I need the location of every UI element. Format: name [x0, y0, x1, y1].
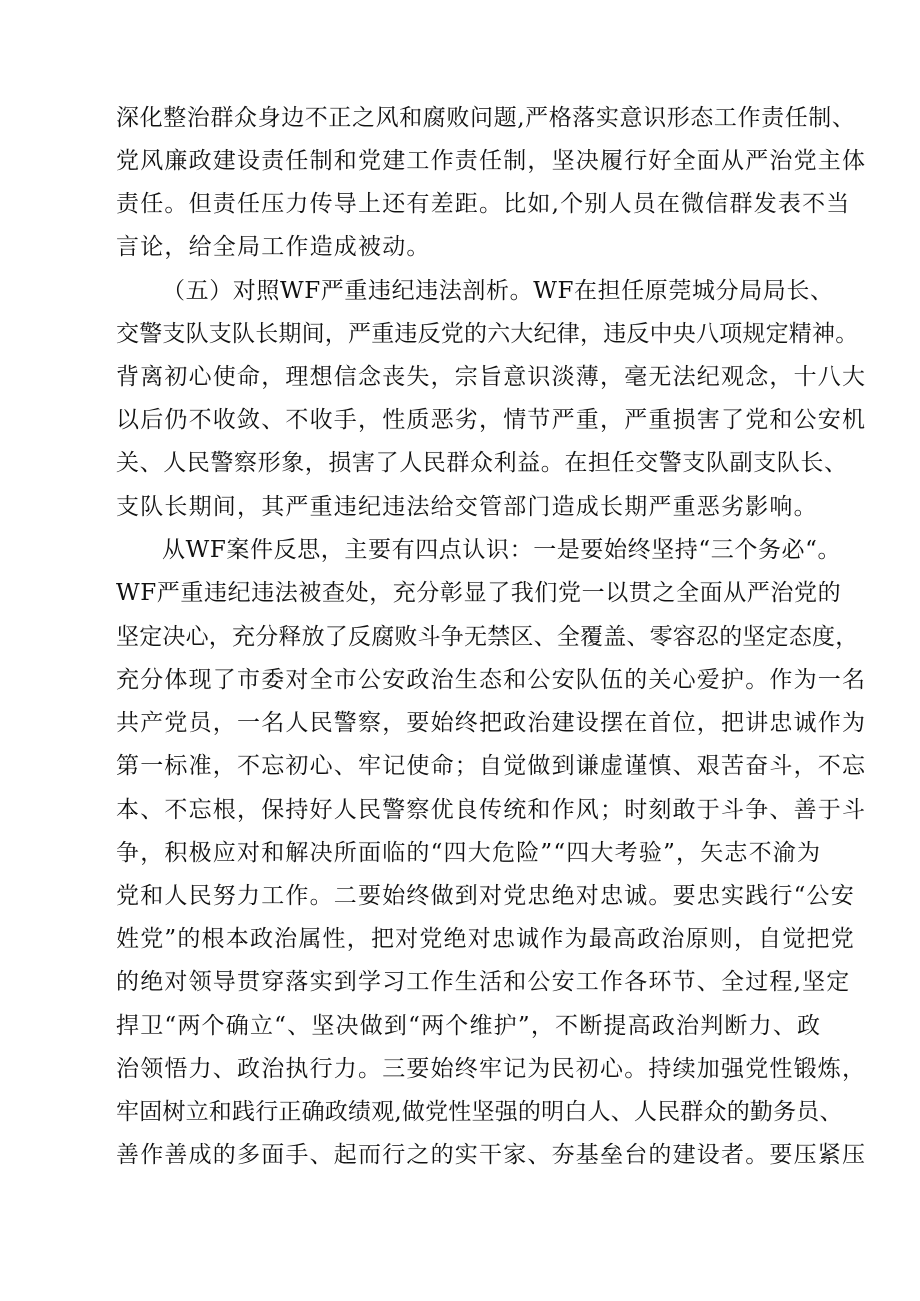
paragraph-line: 以后仍不收敛、不收手，性质恶劣，情节严重，严重损害了党和公安机 [116, 407, 867, 433]
paragraph-line: 党和人民努力工作。二要始终做到对党忠绝对忠诚。要忠实践行“公安 [116, 883, 855, 909]
paragraph-line: 关、人民警察形象，损害了人民群众利益。在担任交警支队副支队长、 [116, 450, 848, 476]
paragraph-line: WF严重违纪违法被查处，充分彰显了我们党一以贯之全面从严治党的 [116, 580, 842, 606]
paragraph-line: 的绝对领导贯穿落实到学习工作生活和公安工作各环节、全过程,坚定 [116, 969, 851, 995]
paragraph-line: 捍卫“两个确立“、坚决做到“两个维护”，不断提高政治判断力、政 [116, 1013, 822, 1039]
paragraph-line: 党风廉政建设责任制和党建工作责任制，坚决履行好全面从严治党主体 [116, 148, 867, 174]
paragraph-line: 本、不忘根，保持好人民警察优良传统和作风；时刻敢于斗争、善于斗 [116, 797, 867, 823]
paragraph-line: 从WF案件反思，主要有四点认识：一是要始终坚持“三个务必“。 [162, 537, 842, 563]
paragraph-line: 深化整治群众身边不正之风和腐败问题,严格落实意识形态工作责任制、 [116, 105, 856, 131]
paragraph-line: 充分体现了市委对全市公安政治生态和公安队伍的关心爱护。作为一名 [116, 667, 867, 693]
paragraph-line: 坚定决心，充分释放了反腐败斗争无禁区、全覆盖、零容忍的坚定态度， [116, 624, 859, 650]
paragraph-line: 责任。但责任压力传导上还有差距。比如,个别人员在微信群发表不当 [116, 191, 851, 217]
paragraph-line: 姓党”的根本政治属性，把对党绝对忠诚作为最高政治原则，自觉把党 [116, 926, 855, 952]
paragraph-line: 支队长期间，其严重违纪违法给交管部门造成长期严重恶劣影响。 [116, 494, 818, 520]
paragraph-line: 治领悟力、政治执行力。三要始终牢记为民初心。持续加强党性锻炼， [116, 1056, 867, 1082]
paragraph-line: 牢固树立和践行正确政绩观,做党性坚强的明白人、人民群众的勤务员、 [116, 1099, 843, 1125]
paragraph-line: 共产党员，一名人民警察，要始终把政治建设摆在首位，把讲忠诚作为 [116, 710, 867, 736]
paragraph-line: 争，积极应对和解决所面临的“四大危险”“四大考验”，矢志不渝为 [116, 840, 822, 866]
paragraph-line: 第一标准，不忘初心、牢记使命；自觉做到谦虚谨慎、艰苦奋斗，不忘 [116, 753, 867, 779]
paragraph-line: 言论，给全局工作造成被动。 [116, 234, 431, 260]
section-heading-line: （五）对照WF严重违纪违法剖析。WF在担任原莞城分局局长、 [162, 278, 834, 304]
paragraph-line: 交警支队支队长期间，严重违反党的六大纪律，违反中央八项规定精神。 [116, 321, 859, 347]
paragraph-line: 背离初心使命，理想信念丧失，宗旨意识淡薄，毫无法纪观念，十八大 [116, 364, 867, 390]
paragraph-line: 善作善成的多面手、起而行之的实干家、夯基垒台的建设者。要压紧压 [116, 1142, 867, 1168]
